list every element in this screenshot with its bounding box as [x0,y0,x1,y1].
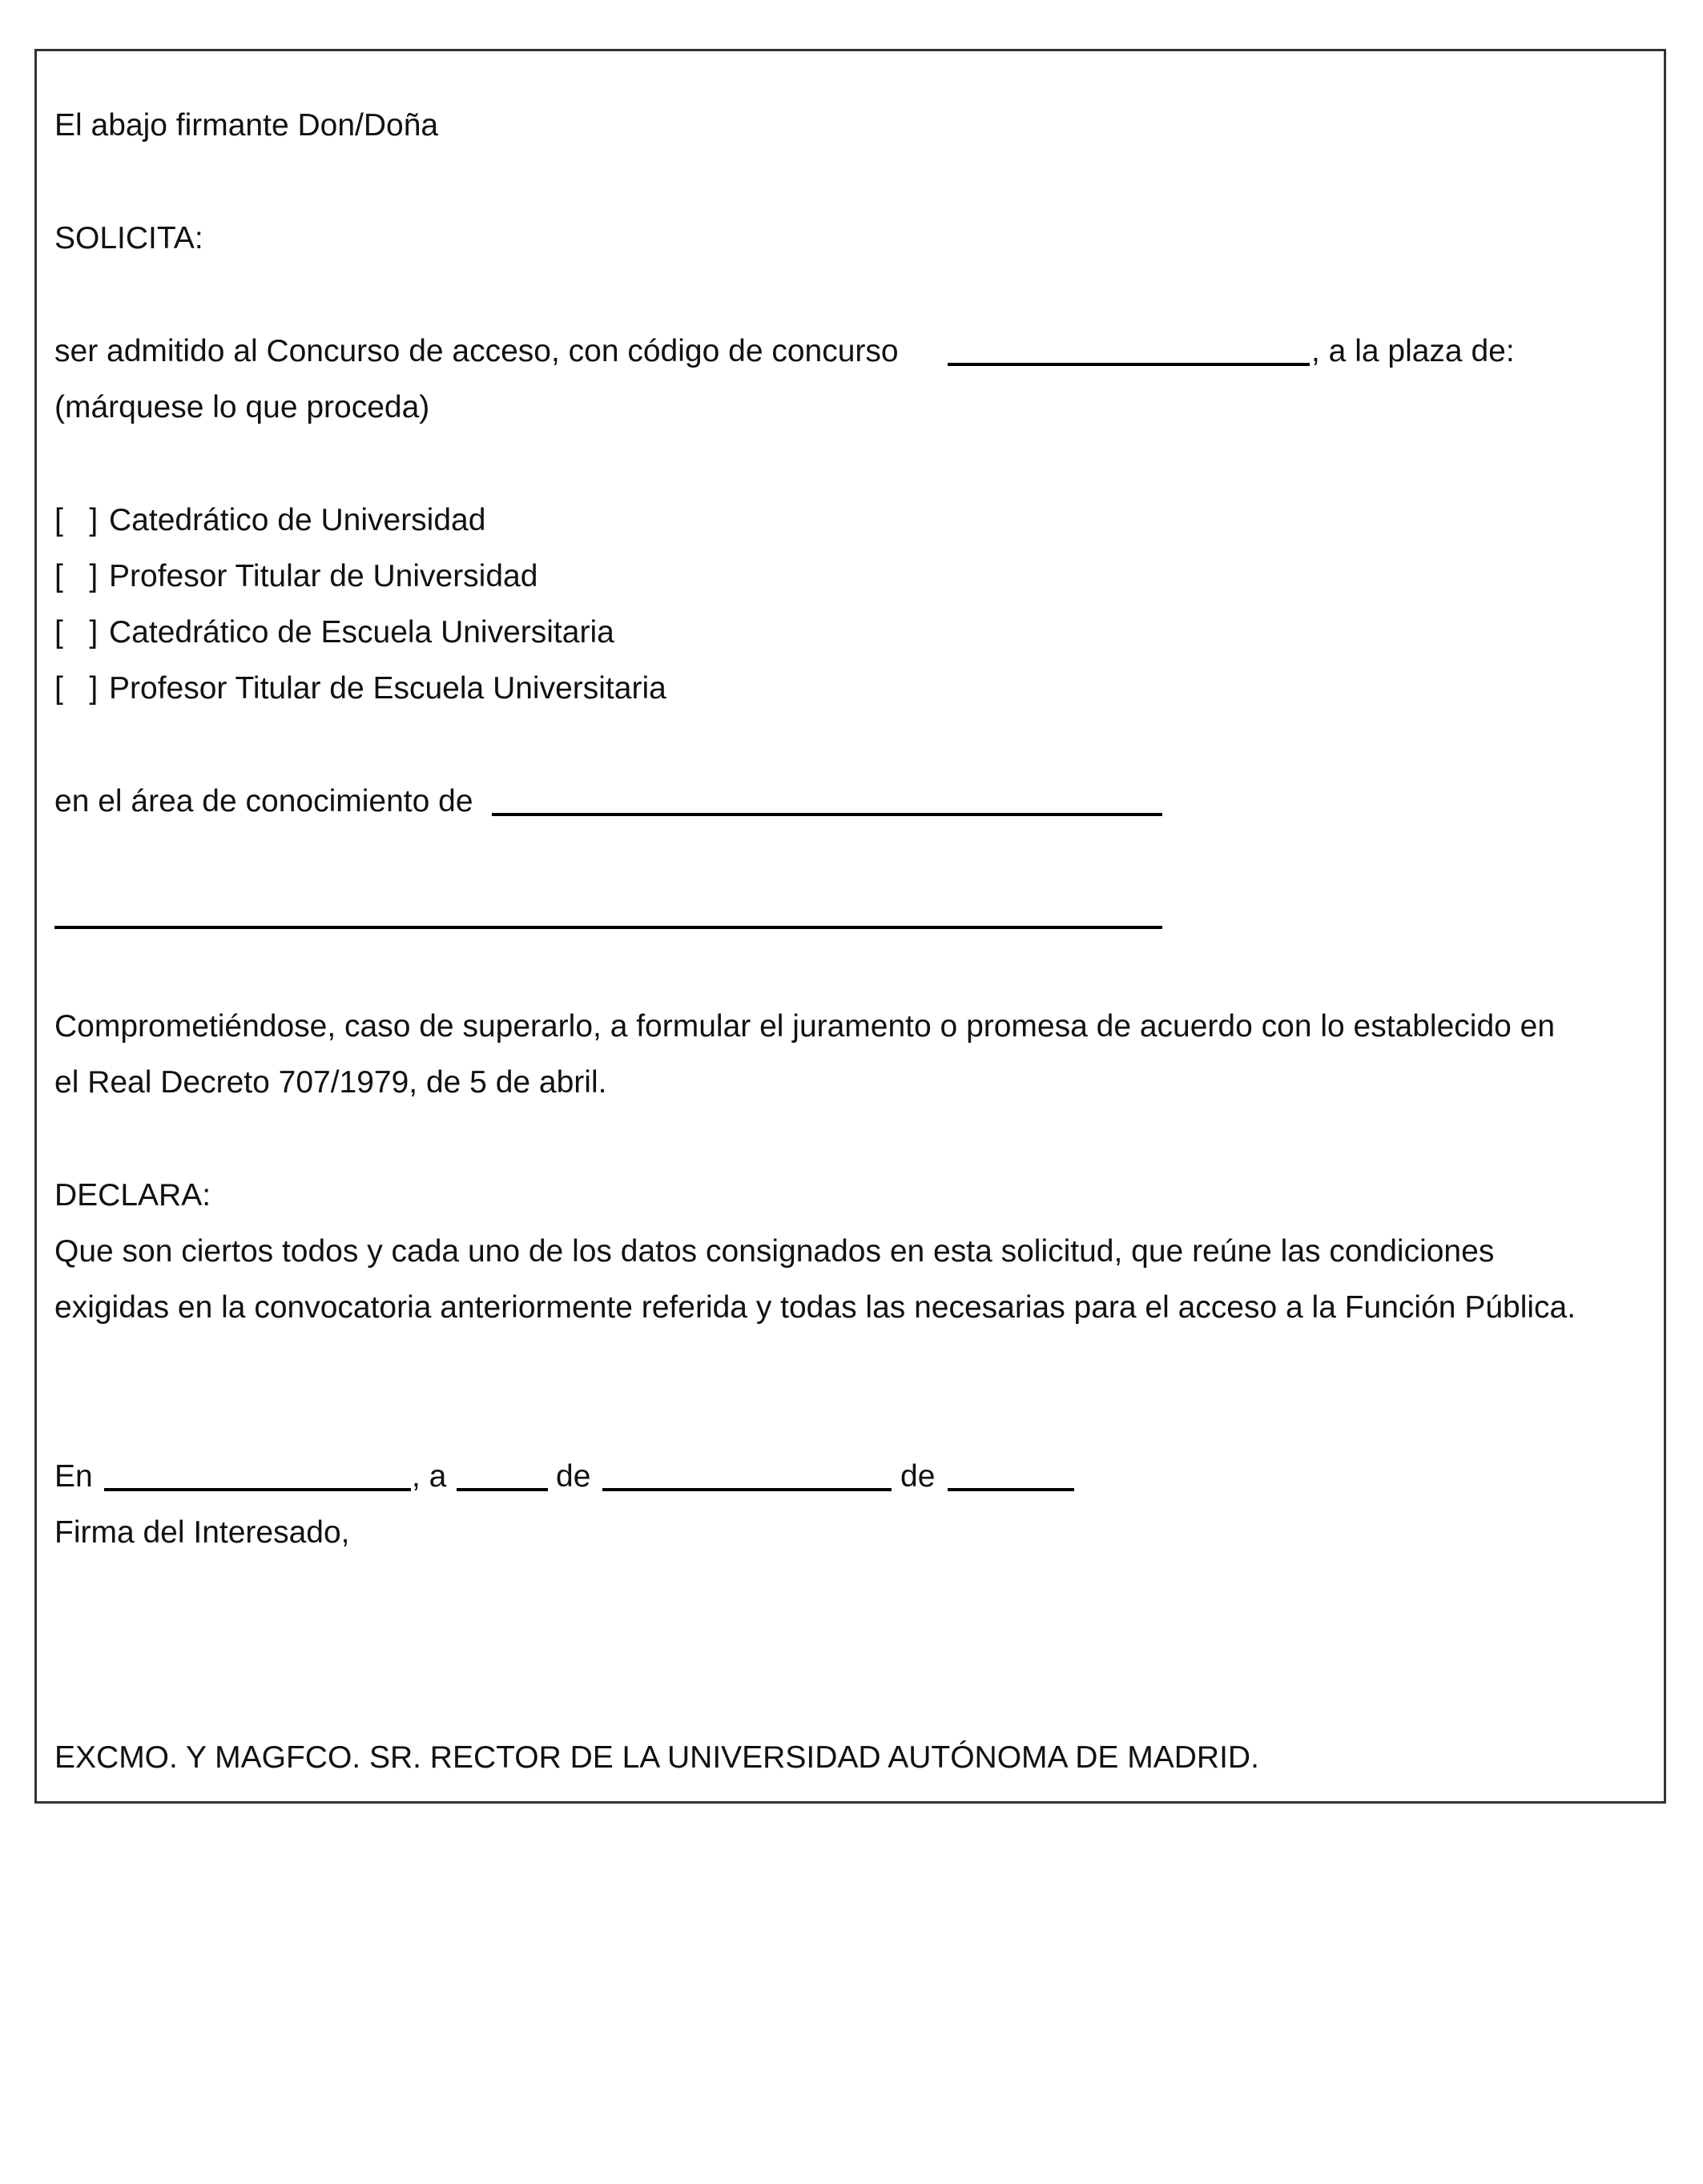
option-label-4: Profesor Titular de Escuela Universitaria [109,671,666,706]
date-de-1: de [556,1459,591,1494]
area-field[interactable] [492,813,1162,816]
area-field-continuation[interactable] [54,926,1162,929]
commitment-line-1: Comprometiéndose, caso de superarlo, a formular el juramento o promesa de acuerdo con lo establecido en [54,1009,1556,1044]
year-field[interactable] [948,1488,1074,1491]
option-checkbox-2[interactable]: [ ] [54,559,99,593]
option-label-2: Profesor Titular de Universidad [109,559,538,593]
mark-instruction: (márquese lo que proceda) [54,390,430,424]
request-text-after: , a la plaza de: [1311,334,1515,368]
month-field[interactable] [602,1488,892,1491]
request-text [54,333,899,370]
declaration-line-1: Que son ciertos todos y cada uno de los datos consignados en esta solicitud, que reúne las condiciones [54,1234,1495,1269]
option-checkbox-1[interactable]: [ ] [54,503,99,537]
date-en: En [54,1459,93,1494]
option-checkbox-3[interactable]: [ ] [54,615,99,650]
option-checkbox-4[interactable]: [ ] [54,671,99,706]
addressee: EXCMO. Y MAGFCO. SR. RECTOR DE LA UNIVERSIDAD AUTÓNOMA DE MADRID. [54,1740,1259,1775]
place-field[interactable] [104,1488,411,1491]
date-a: , a [412,1459,447,1494]
intro-text: El abajo firmante Don/Doña [54,108,439,143]
day-field[interactable] [457,1488,548,1491]
declara-heading: DECLARA: [54,1178,211,1213]
commitment-line-2: el Real Decreto 707/1979, de 5 de abril. [54,1065,607,1100]
signature-label: Firma del Interesado, [54,1515,350,1550]
request-text-before: ser admitido al Concurso de acceso, con código de concurso [54,334,899,368]
option-label-1: Catedrático de Universidad [109,503,486,537]
option-label-3: Catedrático de Escuela Universitaria [109,615,614,650]
solicita-heading: SOLICITA: [54,221,203,255]
contest-code-field[interactable] [948,363,1310,366]
area-label: en el área de conocimiento de [54,784,473,818]
date-de-2: de [900,1459,936,1494]
declaration-line-2: exigidas en la convocatoria anteriormente referida y todas las necesarias para el acceso a la Función Pública. [54,1290,1576,1325]
